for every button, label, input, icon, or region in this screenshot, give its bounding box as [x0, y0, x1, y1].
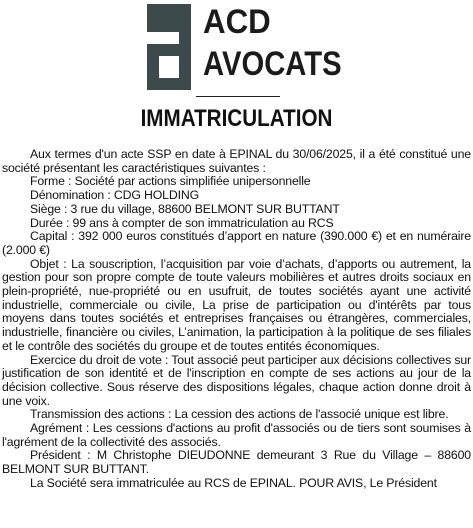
paragraph-denomination: Dénomination : CDG HOLDING [30, 188, 199, 203]
paragraph-intro: Aux termes d'un acte SSP en date à EPINAL du 30/06/2025, il a été constitué une société présentant les caractéristiques suivantes : [2, 147, 471, 175]
divider [196, 96, 280, 97]
paragraph-transmission: Transmission des actions : La cession des actions de l'associé unique est libre. [30, 407, 449, 422]
paragraph-agrement: Agrément : Les cessions d'actions au profit d'associés ou de tiers sont soumises à l'agrément de la collectivité des associés. [2, 421, 471, 449]
paragraph-capital: Capital : 392 000 euros constitués d’apport en nature (390.000 €) et en numéraire (2.000 €) [2, 229, 471, 257]
brand-name-line1: ACD [203, 3, 271, 41]
paragraph-rcs: La Société sera immatriculée au RCS de EPINAL. POUR AVIS, Le Président [30, 475, 437, 490]
paragraph-siege: Siège : 3 rue du village, 88600 BELMONT SUR BUTTANT [30, 201, 340, 216]
paragraph-duree: Durée : 99 ans à compter de son immatriculation au RCS [30, 215, 334, 230]
header [0, 0, 473, 96]
brand-name-line2: AVOCATS [203, 45, 342, 83]
paragraph-objet: Objet : La souscription, l’acquisition par voie d’achats, d’apports ou autrement, la gestion pour son propre compte de toute valeurs mobilières et autres droits sociaux en plein-propriété, nue-propriété ou en usufruit, de toutes sociétés ayant une activité industrielle, commerciale ou civile, La prise de participation ou d'intérêts par tous moyens dans toutes sociétés et entreprises françaises ou étrangères, commerciales, industrielle, financière ou civiles, L’animation, la participation à la politique de ses filiales et le contrôle des sociétés du groupe et de toutes entités économiques. [2, 256, 471, 353]
acd-logo-icon [143, 4, 195, 90]
paragraph-president: Président : M Christophe DIEUDONNE demeurant 3 Rue du Village – 88600 BELMONT SUR BUTTANT. [2, 448, 471, 477]
paragraph-droit-vote: Exercice du droit de vote : Tout associé peut participer aux décisions collectives sur justification de son identité et de l'inscription en compte de ses actions au jour de la décision collective. Sous réserve des dispositions légales, chaque action donne droit à une voix. [2, 352, 471, 408]
notice-title: IMMATRICULATION [140, 105, 333, 132]
notice-body [2, 148, 471, 491]
paragraph-forme: Forme : Société par actions simplifiée unipersonnelle [30, 174, 311, 189]
